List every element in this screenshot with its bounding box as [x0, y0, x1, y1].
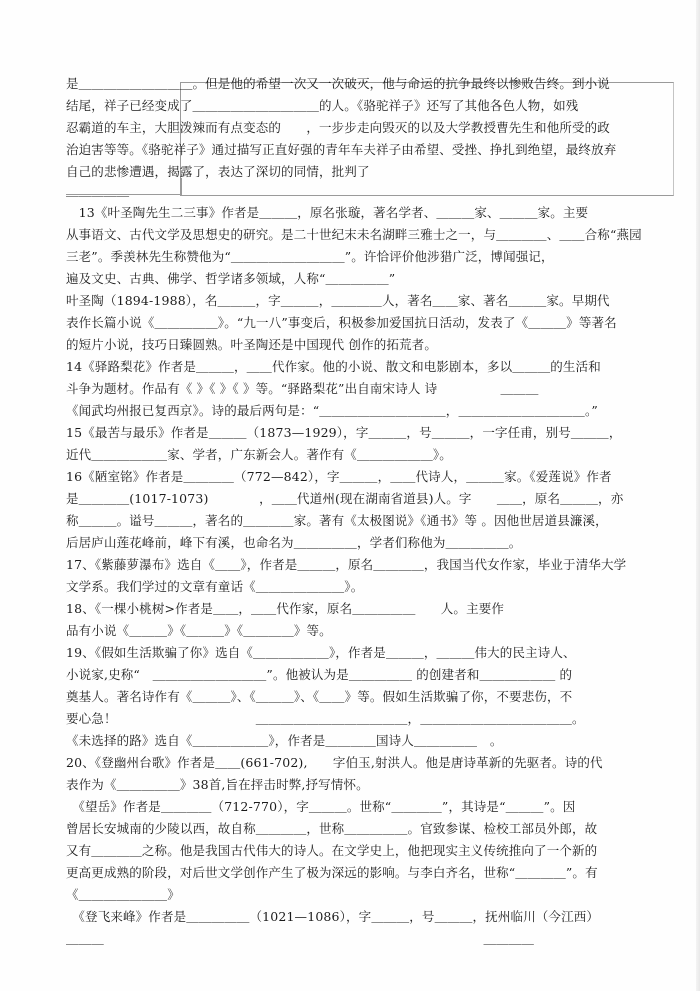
- doc-line: 《未选择的路》选自《＿＿＿＿＿＿》，作者是＿＿＿＿国诗人＿＿＿＿＿ 。: [66, 733, 503, 748]
- doc-line: 自己的悲惨遭遇，揭露了，表达了深切的同情，批判了: [66, 164, 370, 179]
- doc-line: 《闻武均州报已复西京》。诗的最后两句是：“＿＿＿＿＿＿＿＿＿＿，＿＿＿＿＿＿＿＿＿＿。”: [66, 403, 598, 418]
- doc-line: 13《叶圣陶先生二三事》作者是＿＿＿，原名张璇，著名学者、＿＿＿家、＿＿＿家。主要: [66, 205, 589, 220]
- doc-line: 20、《登幽州台歌》作者是＿＿(661-702), 字伯玉,射洪人。他是唐诗革新的先驱者。诗的代: [66, 755, 603, 770]
- doc-line: ＿＿＿＿＿: [66, 183, 130, 198]
- doc-line: 叶圣陶（1894-1988），名＿＿＿，字＿＿＿，＿＿＿＿人，著名＿＿家、著名＿＿＿家。早期代: [66, 293, 610, 308]
- doc-line: 表作长篇小说《＿＿＿＿＿》。“九一八”事变后，积极参加爱国抗日活动，发表了《＿＿＿》等著名: [66, 315, 617, 330]
- doc-line: 《＿＿＿＿＿＿＿》: [66, 887, 180, 902]
- doc-line: 《登飞来峰》作者是＿＿＿＿＿（1021—1086），字＿＿＿，号＿＿＿，抚州临川（今江西）: [66, 909, 600, 924]
- doc-line: 遍及文史、古典、佛学、哲学诸多领域，人称“＿＿＿＿＿”: [66, 271, 396, 286]
- doc-line: 治迫害等等。《骆驼祥子》通过描写正直好强的青年车夫祥子由希望、受挫、挣扎到绝望，最终放弃: [66, 142, 617, 157]
- doc-line: 文学系。我们学过的文章有童话《＿＿＿＿＿＿＿》。: [66, 579, 364, 594]
- doc-line: 三老”。季羡林先生称赞他为“＿＿＿＿＿＿＿＿＿”。许恰评价他涉猎广泛，博闻强记，: [66, 249, 554, 264]
- doc-line: 15《最苦与最乐》作者是＿＿＿（1873—1929），字＿＿＿，号＿＿＿，一字任甫，别号＿＿＿，: [66, 425, 622, 440]
- doc-line: 更高更成熟的阶段，对后世文学创作产生了极为深远的影响。与李白齐名，世称“＿＿＿＿”。有: [66, 865, 598, 880]
- doc-line: 奠基人。著名诗作有《＿＿＿》、《＿＿＿》、《＿＿》等。假如生活欺骗了你，不要悲伤，不: [66, 689, 573, 704]
- doc-line: 斗争为题材。作品有《 》《 》《 》等。“驿路梨花”出自南宋诗人 诗 ＿＿＿: [66, 381, 539, 396]
- doc-line: 表作为《＿＿＿＿＿》38首,旨在抨击时弊,抒写情怀。: [66, 777, 369, 792]
- doc-line: 18、《一棵小桃树>作者是＿＿，＿＿代作家，原名＿＿＿＿＿ 人。主要作: [66, 601, 505, 616]
- doc-line: 曾居长安城南的少陵以西，故自称＿＿＿＿，世称＿＿＿＿＿。官致参谋、检校工部员外郎，故: [66, 821, 598, 836]
- doc-line: 称＿＿＿。谥号＿＿＿，著名的＿＿＿＿家。著有《太极图说》《通书》等 。因他世居道县濂溪，: [66, 513, 608, 528]
- doc-line: 是＿＿＿＿(1017-1073) ，＿＿代道州(现在湖南省道县)人。字 ＿＿，原名＿＿＿，亦: [66, 491, 624, 506]
- doc-line: 14《驿路梨花》作者是＿＿＿，＿＿代作家。他的小说、散文和电影剧本，多以＿＿＿的生活和: [66, 359, 601, 374]
- doc-line: 近代＿＿＿＿＿＿家、学者，广东新会人。著作有《＿＿＿＿＿＿》。: [66, 447, 452, 462]
- doc-line: 19、《假如生活欺骗了你》选自《＿＿＿＿＿＿》，作者是＿＿＿，＿＿＿伟大的民主诗人、: [66, 645, 576, 660]
- doc-line: 要心急！ ＿＿＿＿＿＿＿＿＿＿＿＿，＿＿＿＿＿＿＿＿＿＿＿＿。: [66, 711, 585, 726]
- doc-line: 忍霸道的车主，大胆泼辣而有点变态的 ，一步步走向毁灭的以及大学教授曹先生和他所受的政: [66, 120, 610, 135]
- doc-line: 的短片小说，技巧日臻圆熟。叶圣陶还是中国现代 创作的拓荒者。: [66, 337, 437, 352]
- scan-edge: [696, 0, 700, 991]
- doc-line: 从事语文、古代文学及思想史的研究。是二十世纪末未名湖畔三雅士之一，与＿＿＿＿、＿＿合称“燕园: [66, 227, 642, 242]
- doc-line: 品有小说《＿＿＿》《＿＿＿》《＿＿＿＿》等。: [66, 623, 332, 638]
- doc-line: 17、《紫藤萝瀑布》选自《＿＿》，作者是＿＿＿，原名＿＿＿＿，我国当代女作家，毕业于清华大学: [66, 557, 627, 572]
- doc-line: 后居庐山莲花峰前，峰下有溪，也命名为＿＿＿＿＿，学者们称他为＿＿＿＿＿。: [66, 535, 522, 550]
- doc-line: 又有＿＿＿＿之称。他是我国古代伟大的诗人。在文学史上，他把现实主义传统推向了一个新的: [66, 843, 598, 858]
- doc-line: 16《陋室铭》作者是＿＿＿＿（772—842），字＿＿＿，＿＿代诗人，＿＿＿家。《爱莲说》作者: [66, 469, 612, 484]
- doc-line: 结尾，祥子已经变成了＿＿＿＿＿＿＿＿＿＿的人。《骆驼祥子》还写了其他各色人物，如残: [66, 98, 579, 113]
- doc-line: 小说家,史称“ ＿＿＿＿＿＿＿＿＿”。他被认为是＿＿＿＿＿ 的创建者和＿＿＿＿＿＿ 的: [66, 667, 573, 682]
- doc-line: 《望岳》作者是＿＿＿＿（712-770），字＿＿＿。世称“＿＿＿＿”，其诗是“＿＿＿”。因: [66, 799, 576, 814]
- doc-line: 是＿＿＿＿＿＿＿＿＿。但是他的希望一次又一次破灭，他与命运的抗争最终以惨败告终。到小说: [66, 76, 610, 91]
- doc-line: ＿＿＿ ＿＿＿＿: [66, 931, 535, 946]
